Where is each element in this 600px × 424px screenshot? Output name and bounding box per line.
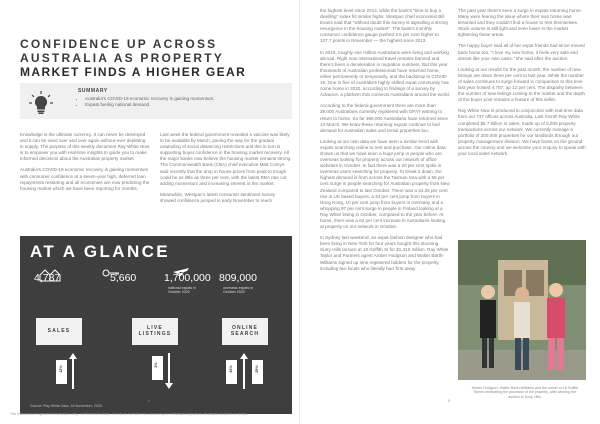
stat-listings-value: 5,660 [110,272,137,284]
stat-national-expats-label: national expats in October 2020 [168,286,196,295]
disclaimer-footer: The information is general information only, not financial advice, and does not take into account your individual objectives, financial situation or needs. [10,412,248,416]
change-search-national: 43% [226,360,237,384]
paragraph: Ray White Now is produced in conjunction with real-time data from our 737 offices across Australia. Last month Ray White completed $5.7 billion in sales, made up of 6,000 property transactions across our network. We currently manage a portfolio of 200,000 properties for our landlords through our property management division. We have boots on the ground across the country and we welcome your enquiry to speak with your local sales network. [458,108,586,156]
body-column-1 [20,132,150,197]
summary-bullet: • Australia's COVID-19 economic recovery is gaining momentum. [85,96,215,102]
page-number-left: 4 [148,399,150,403]
paragraph: The past year there's seen a surge in expats returning home. Many were fearing the issue where their own home was tenanted and they couldn't find a house to rent themselves. Stock volume is still light and even lower in the market tightening these areas. [458,8,582,38]
glance-source: Source: Ray White Data, 16 November, 2020 [30,404,102,408]
summary-box [20,83,292,119]
arrow-up-icon [239,351,249,391]
paragraph: Knowledge is the ultimate currency. It can never be destroyed and it can be used over and over again without ever depleting in supply. The purpose of this weekly document Ray White Now is to empower you with real-time insights to guide you to make informed decisions about the Australian property market. [20,132,150,162]
stat-overseas-expats-value: 809,000 [219,272,257,284]
paragraph: Last week the federal government revealed a vaccine was likely to be available by March, paving the way for the gradual unwinding of social distancing restrictions and this in turn is supporting buyer confidence in the housing market recovery. All the major banks now believe the housing market remains strong. The Commonwealth Bank (CBA) chief executive Matt Comyn said recently that the drop in house prices from peak to trough could be as little as three per cent, with the latest RBA rate cut adding momentum and increasing interest in the market. [160,132,292,186]
photo-caption: Amber Hodgson, Walter Barth-Williams and the owner of 18 Griffith Street celebrating the purchase of the property, after winning the auction in Surry Hills. [471,386,579,399]
paragraph: Australia's COVID-19 economic recovery is gaining momentum with consumer confidence at a seven-year high, deferred loan repayments restarting and all economies are now predicting the housing market which we have been reporting for months. [20,167,150,191]
change-sales: 12% [56,360,67,384]
page-number-right: 5 [448,399,450,403]
body-column-3 [320,8,450,277]
category-sales: SALES [36,318,82,345]
stat-overseas-expats-label: overseas expats in October 2020 [223,286,253,295]
headline-line-1: CONFIDENCE UP ACROSS [20,37,218,51]
change-listings: 3% [152,356,163,380]
change-search-overseas: 25% [252,360,263,384]
paragraph: In 2019, roughly one million Australians were living and working abroad. Right now international travel remains banned and there's been a deceleration in migration numbers. But this year thousands of Australian professionals have returned home, either permanently or temporarily, and the backdrop to COVID-19. One in five of Australia's highly skilled expat community has come home in 2020, according to findings of a survey by Advance, a platform that connects Australians around the world. [320,49,450,98]
arrow-up-icon [68,351,78,391]
lightbulb-icon [28,89,54,115]
summary-heading: SUMMARY [78,88,108,94]
stat-sales-value: 4,787 [34,272,61,284]
paragraph: Meanwhile, Westpac's latest consumer sentiment survey showed confidence jumped in early November to reach [160,191,276,203]
summary-bullets [78,96,215,109]
category-live-listings: LIVE LISTINGS [132,318,178,345]
summary-bullet: • Expats fueling national demand. [85,102,215,108]
paragraph: Looking at our own data we have seen a similar trend with expats searching online to rent and purchase. Our online data shows us that we have seen a huge jump in people who are overseas looking for property across our network of office websites in October. In fact there was a 20 per cent spike in overseas users searching for property. To break it down, the highest demand is from across the Tasman Sea with a 59 per cent surge in people searching for Australian property from New Zealand compared to last October. There was a 44.25 per cent rise in UK based buyers, a 34 per cent jump from buyers in Hong Kong, 10 per cent jump from buyers in Germany and a whopping 97 per cent surge in people in Finland looking at a Ray White listing in October, compared to the year before. At home, there was a 63 per cent increase in Australians looking at property on our network in October. [320,138,450,230]
at-a-glance-panel [20,236,292,414]
glance-heading: AT A GLANCE [30,242,171,261]
paragraph: The happy buyer said all of her expat friends had since moved back home too. "I love my new home, it feels very safe and almost like your own oasis," she said after the auction. [458,43,585,61]
body-column-2 [160,132,292,209]
auction-photo [458,240,586,380]
paragraph: the highest level since 2013, while the bank's "time to buy a dwelling" index hit similar highs. Westpac chief economist Bill Evans said that "without doubt this survey is signalling a strong resurgence in the housing market". The bank's monthly consumer confidence gauge pushed 2.5 per cent higher to 107.7 points in November — the highest since 2013. [320,8,448,44]
body-column-4 [458,8,588,162]
headline-line-3: MARKET FINDS A HIGHER GEAR [20,65,247,79]
paragraph: Looking at our results for the past month, the number of new listings are down three per cent to last year. While the number of sales continues to surge forward in comparison to this time last year hosted 4,787, up 12 per cent. The disparity between the number of new listings coming to the market and the depth of the buyer pool remains a feature of this seller. [458,66,585,103]
stat-national-expats-value: 1,700,000 [164,272,211,284]
headline-line-2: AUSTRALIA AS PROPERTY [20,51,224,65]
category-online-search: ONLINE SEARCH [222,318,268,345]
paragraph: In Sydney last weekend, an expat fashion designer who had been living in New York for four years bought this stunning Surry Hills terrace at 18 Griffith St for $1,410 million. Ray White Taylor and Partners agent Amber Hodgson and Walter Barth-Williams signed up nine registered bidders for the property, including two locals who literally had 'first away. [320,235,449,271]
arrow-down-icon [164,351,174,391]
paragraph: According to the federal government there are more than 39,000 Australians currently registered with DFAT wishing to return to home. So far 398,000 Australians have returned since 13 March. We know these returning expats continue to fuel demand for Australian sales and rental properties too. [320,103,448,133]
